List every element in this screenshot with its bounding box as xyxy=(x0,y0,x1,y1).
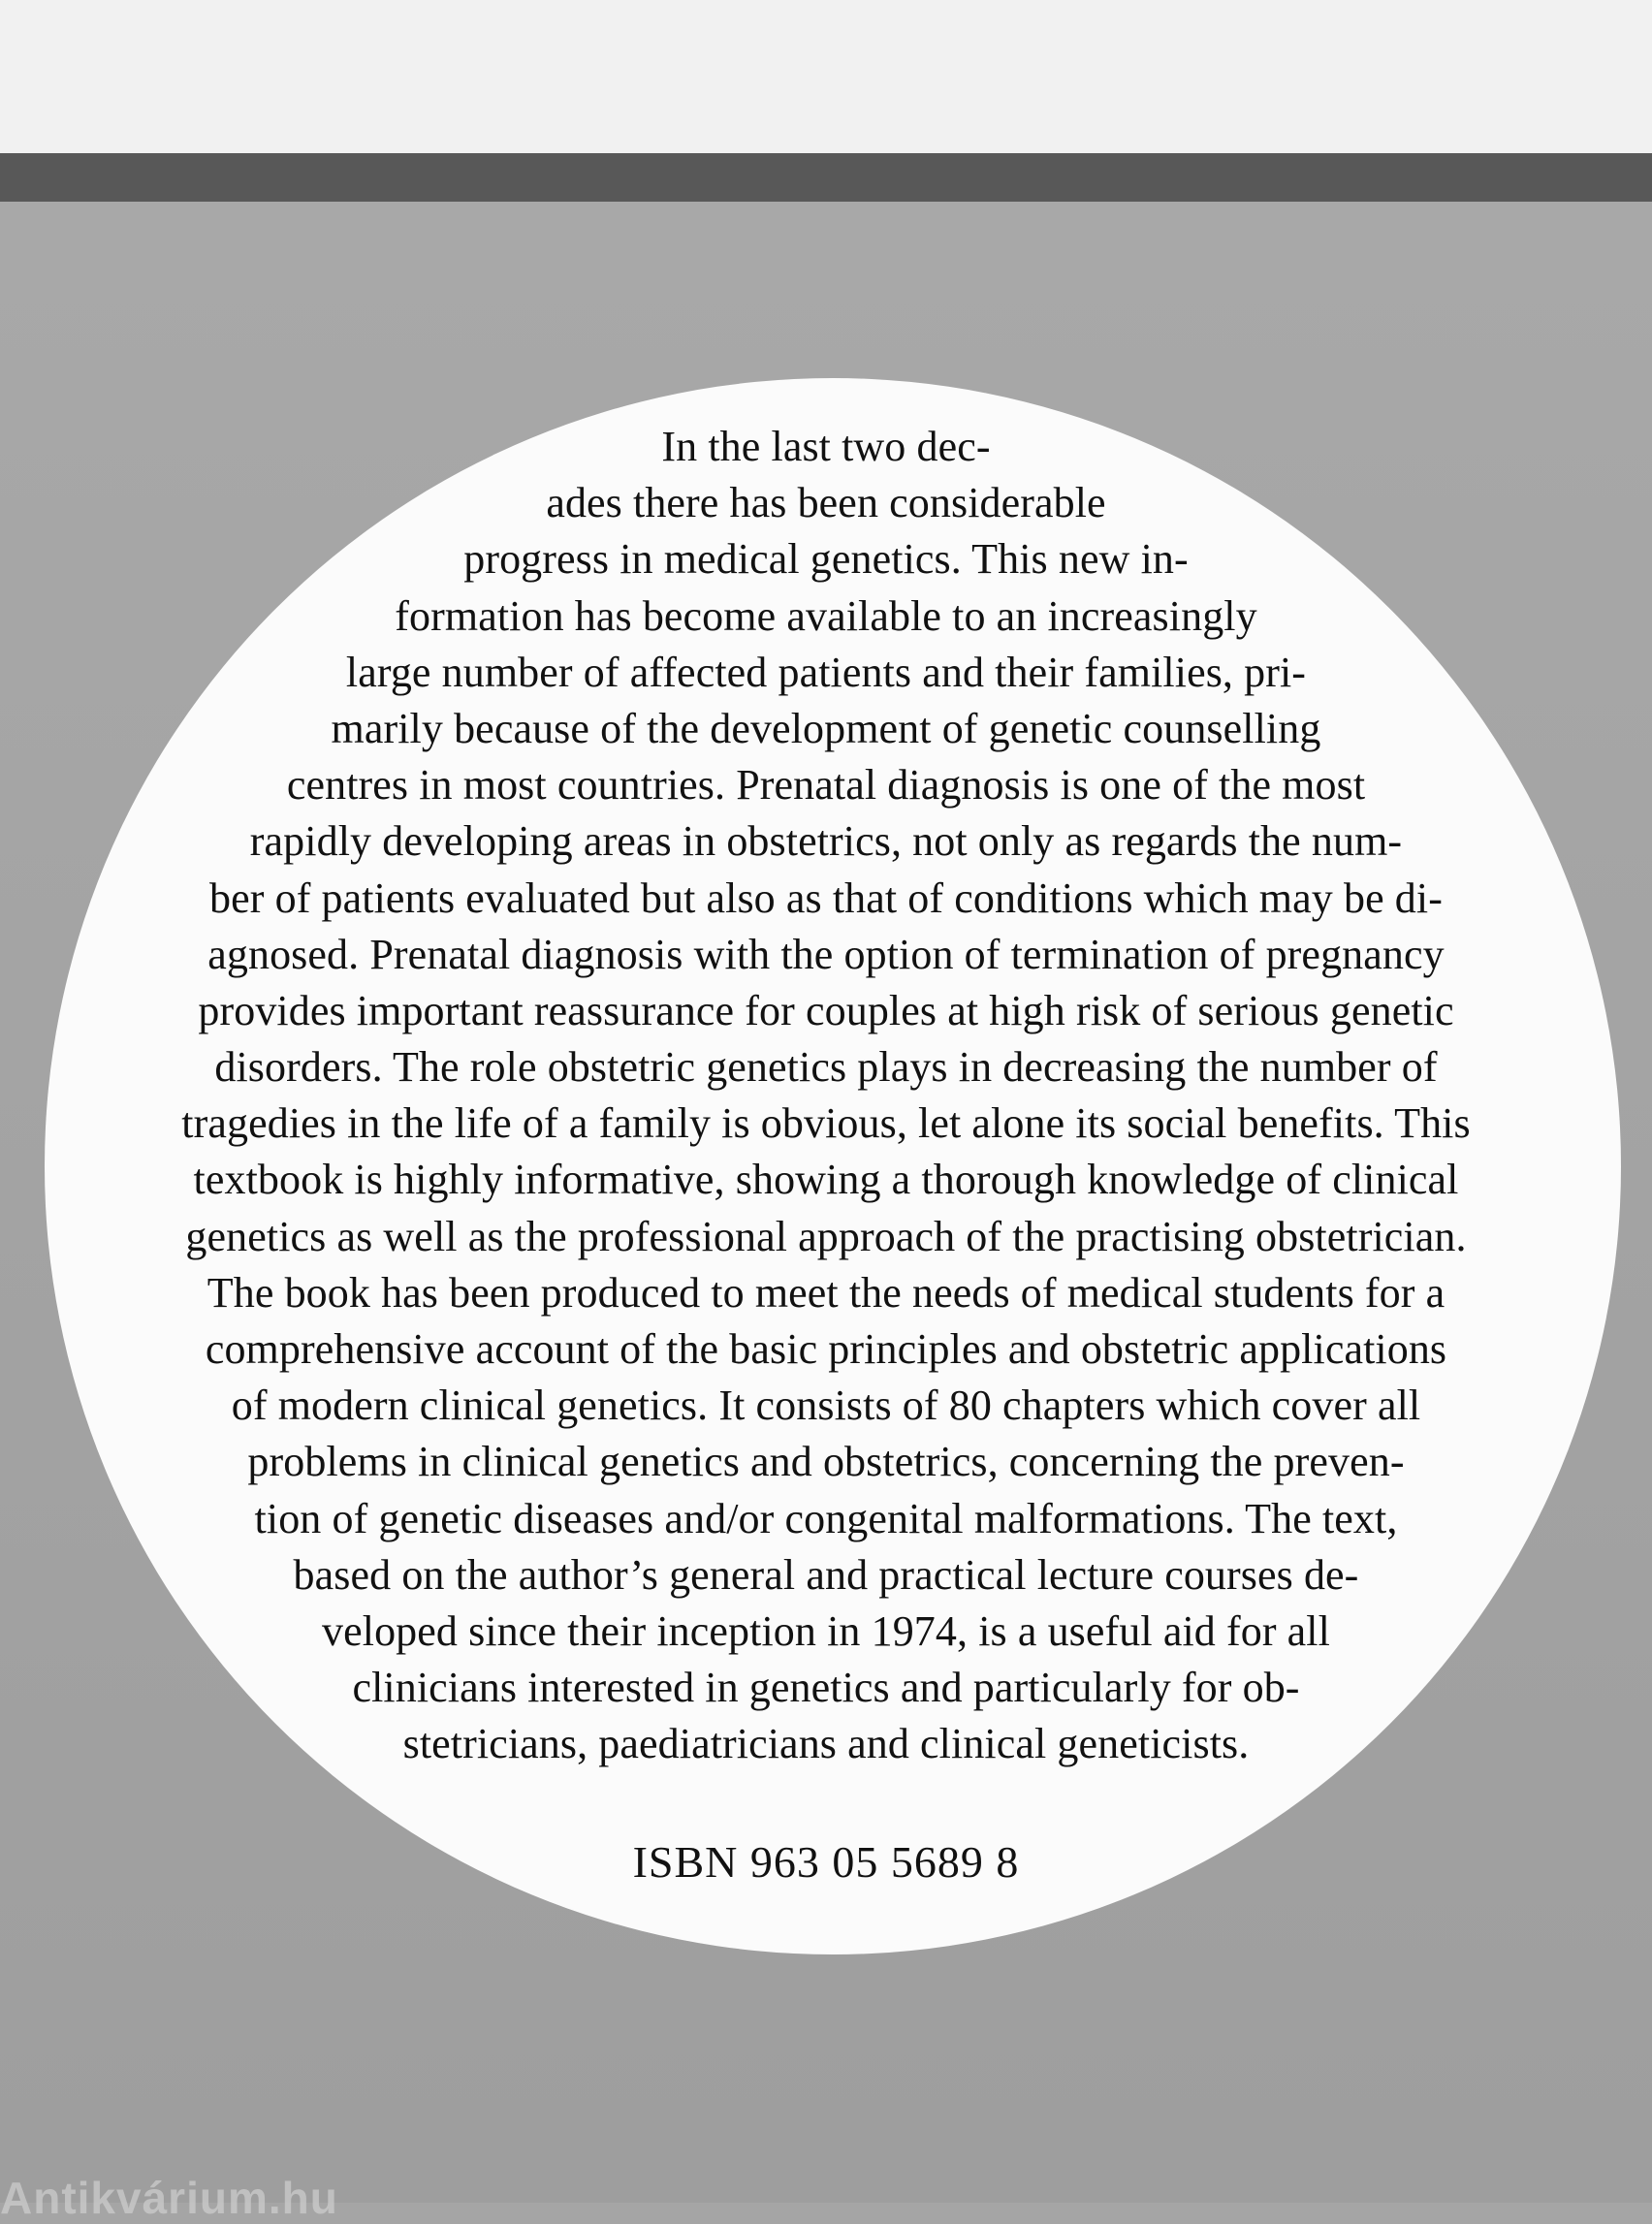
blurb-line: progress in medical genetics. This new in- xyxy=(463,535,1189,584)
blurb-line: provides important reassurance for couples at high risk of serious genetic xyxy=(198,986,1454,1034)
blurb-line: large number of affected patients and their families, pri- xyxy=(345,648,1307,696)
watermark: Antikvárium.hu xyxy=(0,2173,338,2223)
blurb-line: marily because of the development of genetic counselling xyxy=(331,704,1321,752)
blurb-line: formation has become available to an increasingly xyxy=(395,591,1257,640)
blurb-line: textbook is highly informative, showing a thorough knowledge of clinical xyxy=(193,1156,1459,1204)
blurb-line: tion of genetic diseases and/or congenital malformations. The text, xyxy=(254,1494,1398,1542)
blurb-line: In the last two dec- xyxy=(661,423,991,470)
blurb-line: rapidly developing areas in obstetrics, not only as regards the num- xyxy=(249,817,1403,866)
blurb-line: comprehensive account of the basic principles and obstetric applications xyxy=(205,1325,1447,1373)
blurb-line: genetics as well as the professional approach of the practising obstetrician. xyxy=(185,1212,1467,1260)
blurb-line: disorders. The role obstetric genetics plays in decreasing the number of xyxy=(214,1043,1438,1092)
blurb-line: tragedies in the life of a family is obvious, let alone its social benefits. This xyxy=(181,1099,1471,1148)
top-strip xyxy=(0,0,1652,153)
blurb-line: centres in most countries. Prenatal diagnosis is one of the most xyxy=(286,761,1366,810)
blurb-line: ber of patients evaluated but also as that of conditions which may be di- xyxy=(209,874,1443,922)
blurb-line: problems in clinical genetics and obstetrics, concerning the preven- xyxy=(247,1438,1405,1486)
blurb-line: based on the author’s general and practical lecture courses de- xyxy=(293,1550,1359,1599)
blurb-line: agnosed. Prenatal diagnosis with the option of termination of pregnancy xyxy=(207,930,1445,978)
blurb-line: veloped since their inception in 1974, is a useful aid for all xyxy=(322,1606,1330,1655)
blurb-line: ades there has been considerable xyxy=(546,479,1106,527)
blurb-line: The book has been produced to meet the needs of medical students for a xyxy=(206,1268,1446,1317)
blurb-line: stetricians, paediatricians and clinical geneticists. xyxy=(402,1720,1250,1768)
blurb-text xyxy=(0,419,1652,1773)
isbn: ISBN 963 05 5689 8 xyxy=(632,1837,1020,1887)
blurb-line: clinicians interested in genetics and particularly for ob- xyxy=(352,1664,1300,1712)
blurb-line: of modern clinical genetics. It consists of 80 chapters which cover all xyxy=(231,1382,1421,1430)
dark-band xyxy=(0,153,1652,202)
